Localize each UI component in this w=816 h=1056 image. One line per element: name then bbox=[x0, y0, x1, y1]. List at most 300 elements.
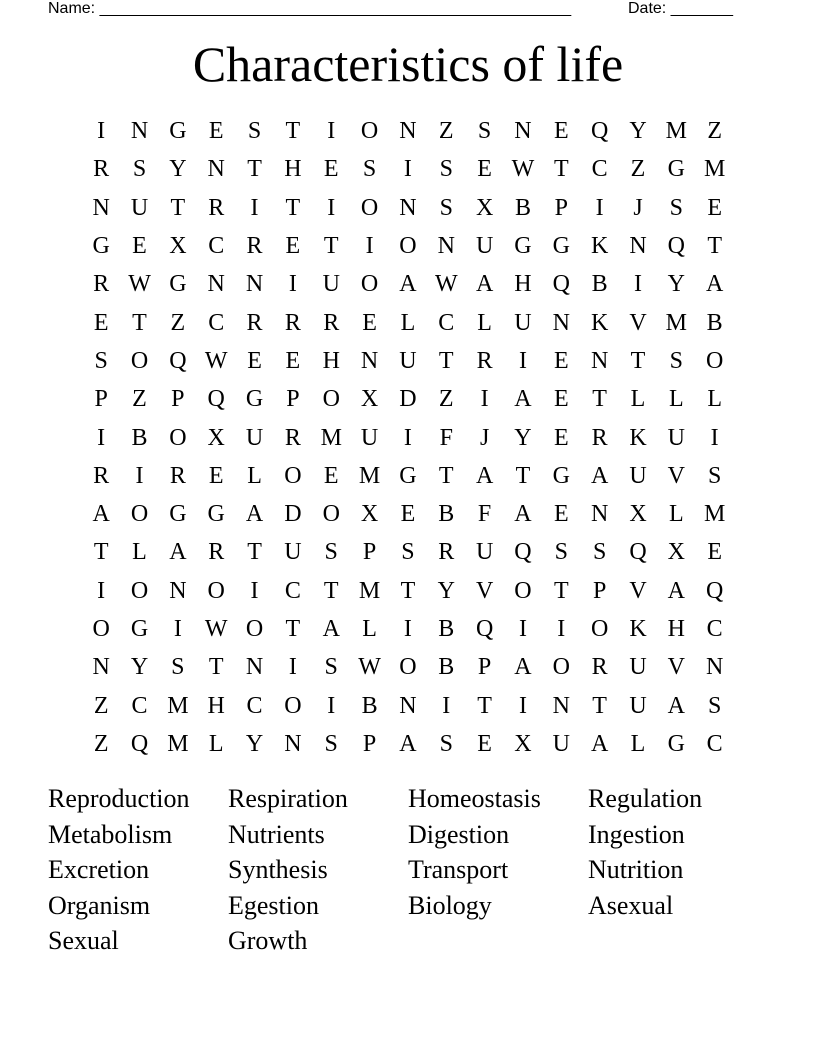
grid-letter: R bbox=[284, 309, 301, 336]
grid-letter: N bbox=[706, 654, 724, 681]
grid-row bbox=[82, 648, 734, 686]
grid-letter: E bbox=[362, 309, 377, 336]
grid-letter: R bbox=[476, 347, 493, 374]
grid-letter: T bbox=[438, 347, 454, 374]
grid-letter: N bbox=[92, 194, 110, 221]
grid-letter: R bbox=[169, 462, 186, 489]
grid-letter: Q bbox=[667, 233, 685, 260]
grid-letter: E bbox=[553, 424, 569, 451]
grid-letter: Q bbox=[169, 347, 187, 374]
grid-letter: I bbox=[557, 616, 566, 642]
word-list-item: Respiration bbox=[228, 784, 348, 813]
grid-letter: Z bbox=[170, 309, 186, 336]
grid-letter: G bbox=[130, 616, 149, 642]
date-field-label: Date: _______ bbox=[628, 0, 733, 17]
grid-letter: G bbox=[552, 462, 570, 489]
grid-letter: L bbox=[247, 462, 262, 489]
grid-letter: U bbox=[399, 347, 417, 374]
grid-letter: I bbox=[403, 616, 412, 642]
grid-letter: O bbox=[169, 424, 187, 451]
grid-letter: O bbox=[590, 616, 609, 642]
grid-letter: Y bbox=[130, 654, 149, 681]
grid-letter: B bbox=[361, 692, 378, 719]
grid-letter: Q bbox=[706, 577, 724, 604]
grid-letter: X bbox=[667, 539, 685, 566]
grid-letter: U bbox=[130, 194, 149, 221]
grid-letter: I bbox=[327, 692, 336, 719]
grid-letter: P bbox=[362, 730, 377, 757]
grid-letter: Z bbox=[438, 386, 454, 413]
grid-letter: M bbox=[358, 577, 381, 604]
grid-letter: P bbox=[94, 386, 108, 413]
grid-letter: V bbox=[667, 462, 685, 489]
grid-letter: N bbox=[514, 118, 532, 145]
grid-letter: E bbox=[707, 539, 722, 566]
grid-letter: T bbox=[323, 577, 339, 604]
grid-letter: D bbox=[399, 386, 417, 413]
word-list-item: Regulation bbox=[588, 784, 703, 813]
grid-letter: L bbox=[132, 539, 147, 566]
grid-letter: N bbox=[169, 577, 187, 604]
grid-letter: H bbox=[667, 616, 685, 642]
grid-letter: O bbox=[207, 577, 225, 604]
grid-letter: E bbox=[93, 309, 109, 336]
grid-letter: E bbox=[707, 194, 722, 221]
grid-letter: U bbox=[552, 730, 570, 757]
grid-letter: P bbox=[477, 654, 492, 681]
grid-row bbox=[82, 303, 734, 341]
grid-row bbox=[82, 227, 734, 265]
grid-letter: N bbox=[590, 347, 609, 374]
grid-letter: I bbox=[250, 194, 259, 221]
grid-letter: N bbox=[399, 692, 417, 719]
grid-letter: U bbox=[475, 539, 494, 566]
grid-letter: G bbox=[169, 501, 187, 528]
grid-letter: I bbox=[480, 386, 489, 413]
grid-letter: E bbox=[208, 118, 224, 145]
grid-letter: N bbox=[92, 654, 110, 681]
grid-letter: O bbox=[322, 501, 340, 528]
grid-letter: T bbox=[553, 577, 569, 604]
grid-letter: T bbox=[132, 309, 147, 336]
grid-letter: T bbox=[515, 462, 531, 489]
grid-letter: S bbox=[669, 347, 683, 374]
grid-row bbox=[82, 112, 734, 150]
grid-letter: C bbox=[284, 577, 301, 604]
grid-row bbox=[82, 725, 734, 763]
grid-letter: O bbox=[399, 654, 417, 681]
grid-letter: R bbox=[246, 233, 263, 260]
grid-letter: L bbox=[707, 386, 722, 413]
grid-letter: O bbox=[706, 347, 724, 374]
grid-letter: N bbox=[437, 233, 455, 260]
grid-letter: C bbox=[131, 692, 148, 719]
grid-letter: I bbox=[403, 156, 412, 183]
grid-letter: T bbox=[285, 194, 301, 221]
grid-letter: R bbox=[438, 539, 455, 566]
grid-letter: L bbox=[477, 309, 492, 336]
grid-letter: S bbox=[324, 654, 338, 681]
grid-letter: O bbox=[130, 577, 149, 604]
grid-letter: V bbox=[629, 577, 647, 604]
grid-letter: O bbox=[399, 233, 417, 260]
grid-letter: X bbox=[360, 386, 379, 413]
grid-letter: I bbox=[135, 462, 144, 489]
grid-row bbox=[82, 189, 734, 227]
grid-letter: S bbox=[324, 539, 338, 566]
grid-letter: A bbox=[590, 730, 609, 757]
grid-letter: G bbox=[169, 271, 187, 298]
grid-letter: L bbox=[668, 386, 684, 413]
grid-letter: Q bbox=[475, 616, 494, 642]
grid-letter: X bbox=[169, 233, 187, 260]
grid-letter: E bbox=[323, 156, 339, 183]
grid-letter: U bbox=[245, 424, 264, 451]
grid-letter: N bbox=[552, 692, 570, 719]
grid-letter: Y bbox=[629, 118, 647, 145]
grid-letter: Q bbox=[130, 730, 149, 757]
word-list-item: Ingestion bbox=[588, 819, 685, 849]
grid-letter: W bbox=[204, 616, 228, 642]
grid-letter: Q bbox=[629, 539, 647, 566]
word-list-item: Egestion bbox=[228, 890, 319, 920]
grid-letter: D bbox=[284, 501, 302, 528]
grid-letter: T bbox=[170, 194, 186, 221]
word-list-item: Reproduction bbox=[48, 784, 190, 813]
grid-letter: A bbox=[322, 616, 340, 642]
grid-letter: S bbox=[94, 347, 108, 374]
grid-letter: I bbox=[518, 616, 527, 642]
word-list-item: Growth bbox=[228, 926, 308, 955]
word-list-item: Nutrients bbox=[228, 819, 325, 849]
grid-letter: B bbox=[438, 616, 455, 642]
grid-letter: U bbox=[514, 309, 532, 336]
grid-letter: O bbox=[552, 654, 570, 681]
grid-letter: T bbox=[592, 386, 607, 413]
grid-letter: Y bbox=[667, 271, 685, 298]
grid-letter: I bbox=[595, 194, 604, 221]
grid-letter: Q bbox=[590, 118, 609, 145]
grid-letter: K bbox=[629, 424, 647, 451]
grid-letter: S bbox=[247, 118, 262, 145]
grid-letter: S bbox=[554, 539, 568, 566]
grid-letter: E bbox=[323, 462, 339, 489]
grid-letter: S bbox=[439, 194, 453, 221]
grid-letter: F bbox=[439, 424, 453, 451]
grid-letter: N bbox=[399, 118, 417, 145]
grid-letter: A bbox=[399, 271, 417, 298]
grid-letter: E bbox=[400, 501, 416, 528]
word-list-item: Nutrition bbox=[588, 855, 684, 884]
grid-letter: I bbox=[97, 118, 106, 145]
grid-letter: I bbox=[288, 271, 297, 298]
grid-letter: W bbox=[128, 271, 151, 298]
grid-letter: I bbox=[365, 233, 374, 260]
grid-letter: N bbox=[207, 156, 225, 183]
grid-letter: V bbox=[629, 309, 647, 336]
name-field-label: Name: _____________________________________________________ bbox=[48, 0, 572, 17]
grid-letter: O bbox=[92, 616, 110, 642]
grid-letter: S bbox=[171, 654, 185, 681]
word-list bbox=[48, 781, 768, 959]
grid-letter: T bbox=[323, 233, 339, 260]
letter-grid bbox=[82, 112, 734, 763]
grid-letter: N bbox=[399, 194, 417, 221]
grid-letter: E bbox=[477, 730, 492, 757]
grid-letter: X bbox=[207, 424, 225, 451]
grid-letter: L bbox=[630, 386, 646, 413]
word-list-item: Synthesis bbox=[228, 855, 328, 884]
grid-letter: A bbox=[475, 462, 494, 489]
grid-letter: N bbox=[207, 271, 225, 298]
grid-letter: N bbox=[590, 501, 609, 528]
grid-letter: L bbox=[630, 730, 646, 757]
grid-letter: I bbox=[442, 692, 451, 719]
grid-letter: L bbox=[362, 616, 377, 642]
grid-row bbox=[82, 342, 734, 380]
grid-letter: R bbox=[93, 156, 110, 183]
grid-letter: W bbox=[434, 271, 458, 298]
grid-letter: I bbox=[327, 118, 336, 145]
grid-row bbox=[82, 380, 734, 418]
grid-letter: C bbox=[208, 309, 225, 336]
grid-letter: T bbox=[438, 462, 454, 489]
grid-letter: B bbox=[131, 424, 148, 451]
grid-letter: R bbox=[323, 309, 340, 336]
grid-letter: I bbox=[250, 577, 259, 604]
grid-letter: O bbox=[245, 616, 264, 642]
grid-letter: O bbox=[514, 577, 532, 604]
grid-letter: G bbox=[169, 118, 187, 145]
grid-letter: R bbox=[591, 424, 608, 451]
grid-letter: X bbox=[514, 730, 532, 757]
grid-letter: Q bbox=[552, 271, 570, 298]
grid-letter: Y bbox=[437, 577, 455, 604]
grid-letter: E bbox=[285, 233, 301, 260]
grid-letter: A bbox=[514, 654, 532, 681]
grid-letter: W bbox=[204, 347, 228, 374]
grid-letter: B bbox=[438, 501, 455, 528]
grid-row bbox=[82, 265, 734, 303]
grid-row bbox=[82, 686, 734, 724]
grid-letter: U bbox=[322, 271, 340, 298]
grid-letter: O bbox=[360, 271, 379, 298]
grid-letter: T bbox=[93, 539, 109, 566]
grid-letter: A bbox=[706, 271, 724, 298]
grid-letter: R bbox=[208, 194, 225, 221]
grid-letter: M bbox=[665, 118, 687, 145]
word-list-item: Metabolism bbox=[48, 819, 173, 849]
grid-letter: S bbox=[362, 156, 377, 183]
grid-letter: T bbox=[247, 539, 262, 566]
grid-letter: O bbox=[284, 692, 302, 719]
grid-letter: M bbox=[320, 424, 342, 451]
grid-letter: L bbox=[208, 730, 224, 757]
grid-letter: R bbox=[246, 309, 263, 336]
grid-letter: P bbox=[554, 194, 568, 221]
grid-letter: A bbox=[667, 692, 685, 719]
grid-letter: E bbox=[553, 347, 569, 374]
grid-letter: F bbox=[477, 501, 492, 528]
grid-letter: O bbox=[130, 347, 149, 374]
grid-letter: G bbox=[245, 386, 264, 413]
grid-letter: K bbox=[590, 309, 609, 336]
grid-letter: W bbox=[511, 156, 535, 183]
grid-letter: S bbox=[324, 730, 338, 757]
grid-letter: C bbox=[706, 730, 723, 757]
grid-letter: U bbox=[629, 462, 647, 489]
grid-letter: U bbox=[284, 539, 302, 566]
grid-letter: A bbox=[92, 501, 110, 528]
grid-letter: P bbox=[592, 577, 607, 604]
grid-letter: R bbox=[93, 271, 110, 298]
grid-letter: T bbox=[285, 616, 301, 642]
grid-letter: U bbox=[629, 692, 647, 719]
grid-letter: I bbox=[97, 424, 106, 451]
grid-letter: G bbox=[92, 233, 110, 260]
grid-letter: I bbox=[518, 692, 527, 719]
word-list-item: Biology bbox=[408, 890, 492, 920]
grid-letter: X bbox=[360, 501, 379, 528]
grid-row bbox=[82, 610, 734, 648]
grid-letter: E bbox=[477, 156, 492, 183]
grid-letter: C bbox=[208, 233, 225, 260]
grid-letter: R bbox=[93, 462, 110, 489]
grid-letter: Y bbox=[169, 156, 187, 183]
grid-letter: Q bbox=[514, 539, 532, 566]
grid-letter: S bbox=[707, 692, 722, 719]
grid-letter: N bbox=[284, 730, 302, 757]
grid-letter: O bbox=[284, 462, 302, 489]
grid-letter: T bbox=[553, 156, 569, 183]
grid-letter: S bbox=[669, 194, 683, 221]
grid-letter: M bbox=[704, 156, 726, 183]
grid-letter: X bbox=[475, 194, 494, 221]
grid-letter: O bbox=[322, 386, 340, 413]
grid-row bbox=[82, 572, 734, 610]
grid-letter: P bbox=[286, 386, 300, 413]
grid-letter: N bbox=[552, 309, 570, 336]
grid-letter: H bbox=[322, 347, 340, 374]
word-list-item: Asexual bbox=[588, 890, 674, 920]
grid-letter: U bbox=[667, 424, 685, 451]
grid-letter: A bbox=[475, 271, 494, 298]
grid-letter: Z bbox=[438, 118, 454, 145]
grid-letter: E bbox=[553, 386, 569, 413]
grid-letter: I bbox=[403, 424, 412, 451]
grid-letter: L bbox=[400, 309, 416, 336]
header-line bbox=[48, 0, 748, 20]
grid-letter: U bbox=[629, 654, 647, 681]
grid-letter: I bbox=[288, 654, 297, 681]
grid-letter: N bbox=[245, 654, 264, 681]
grid-letter: V bbox=[475, 577, 494, 604]
grid-letter: C bbox=[706, 616, 723, 642]
grid-letter: A bbox=[399, 730, 417, 757]
word-list-item: Homeostasis bbox=[408, 784, 541, 813]
grid-row bbox=[82, 418, 734, 456]
grid-letter: G bbox=[667, 730, 685, 757]
grid-row bbox=[82, 150, 734, 188]
grid-letter: T bbox=[400, 577, 416, 604]
grid-letter: K bbox=[590, 233, 609, 260]
grid-letter: N bbox=[629, 233, 647, 260]
grid-letter: S bbox=[401, 539, 415, 566]
grid-letter: T bbox=[208, 654, 224, 681]
grid-letter: E bbox=[553, 118, 569, 145]
grid-letter: X bbox=[629, 501, 647, 528]
grid-letter: W bbox=[358, 654, 381, 681]
grid-letter: A bbox=[667, 577, 685, 604]
grid-letter: S bbox=[439, 156, 453, 183]
grid-letter: A bbox=[514, 501, 532, 528]
grid-letter: P bbox=[362, 539, 377, 566]
grid-letter: E bbox=[247, 347, 262, 374]
grid-letter: Z bbox=[132, 386, 147, 413]
grid-letter: G bbox=[399, 462, 417, 489]
grid-letter: S bbox=[477, 118, 492, 145]
grid-letter: I bbox=[173, 616, 182, 642]
grid-letter: A bbox=[590, 462, 609, 489]
grid-row bbox=[82, 495, 734, 533]
grid-letter: C bbox=[591, 156, 608, 183]
grid-letter: G bbox=[667, 156, 685, 183]
grid-letter: H bbox=[207, 692, 225, 719]
grid-letter: M bbox=[167, 692, 189, 719]
grid-letter: T bbox=[285, 118, 301, 145]
grid-row bbox=[82, 457, 734, 495]
word-list-item: Digestion bbox=[408, 819, 510, 849]
grid-letter: I bbox=[633, 271, 642, 298]
grid-letter: C bbox=[438, 309, 455, 336]
grid-letter: V bbox=[667, 654, 685, 681]
grid-letter: T bbox=[592, 692, 607, 719]
grid-letter: G bbox=[514, 233, 532, 260]
grid-letter: A bbox=[245, 501, 264, 528]
grid-letter: B bbox=[591, 271, 608, 298]
grid-letter: B bbox=[706, 309, 723, 336]
grid-letter: E bbox=[208, 462, 224, 489]
grid-letter: U bbox=[360, 424, 379, 451]
grid-letter: G bbox=[552, 233, 570, 260]
grid-letter: T bbox=[247, 156, 262, 183]
grid-letter: H bbox=[284, 156, 302, 183]
word-list-item: Excretion bbox=[48, 855, 150, 884]
grid-letter: Z bbox=[707, 118, 722, 145]
grid-letter: S bbox=[592, 539, 607, 566]
grid-letter: Y bbox=[245, 730, 264, 757]
grid-letter: A bbox=[169, 539, 187, 566]
grid-letter: S bbox=[707, 462, 722, 489]
grid-letter: M bbox=[167, 730, 189, 757]
grid-letter: S bbox=[132, 156, 147, 183]
grid-letter: Z bbox=[93, 692, 109, 719]
grid-letter: N bbox=[245, 271, 264, 298]
grid-letter: U bbox=[475, 233, 494, 260]
grid-letter: J bbox=[633, 194, 643, 221]
word-list-item: Transport bbox=[408, 855, 509, 884]
grid-letter: S bbox=[439, 730, 453, 757]
grid-letter: I bbox=[710, 424, 719, 451]
grid-letter: E bbox=[132, 233, 147, 260]
grid-letter: M bbox=[358, 462, 381, 489]
grid-letter: B bbox=[514, 194, 531, 221]
page-title: Characteristics of life bbox=[192, 36, 624, 92]
grid-letter: I bbox=[518, 347, 527, 374]
grid-letter: O bbox=[130, 501, 149, 528]
grid-letter: N bbox=[360, 347, 379, 374]
grid-letter: T bbox=[630, 347, 646, 374]
